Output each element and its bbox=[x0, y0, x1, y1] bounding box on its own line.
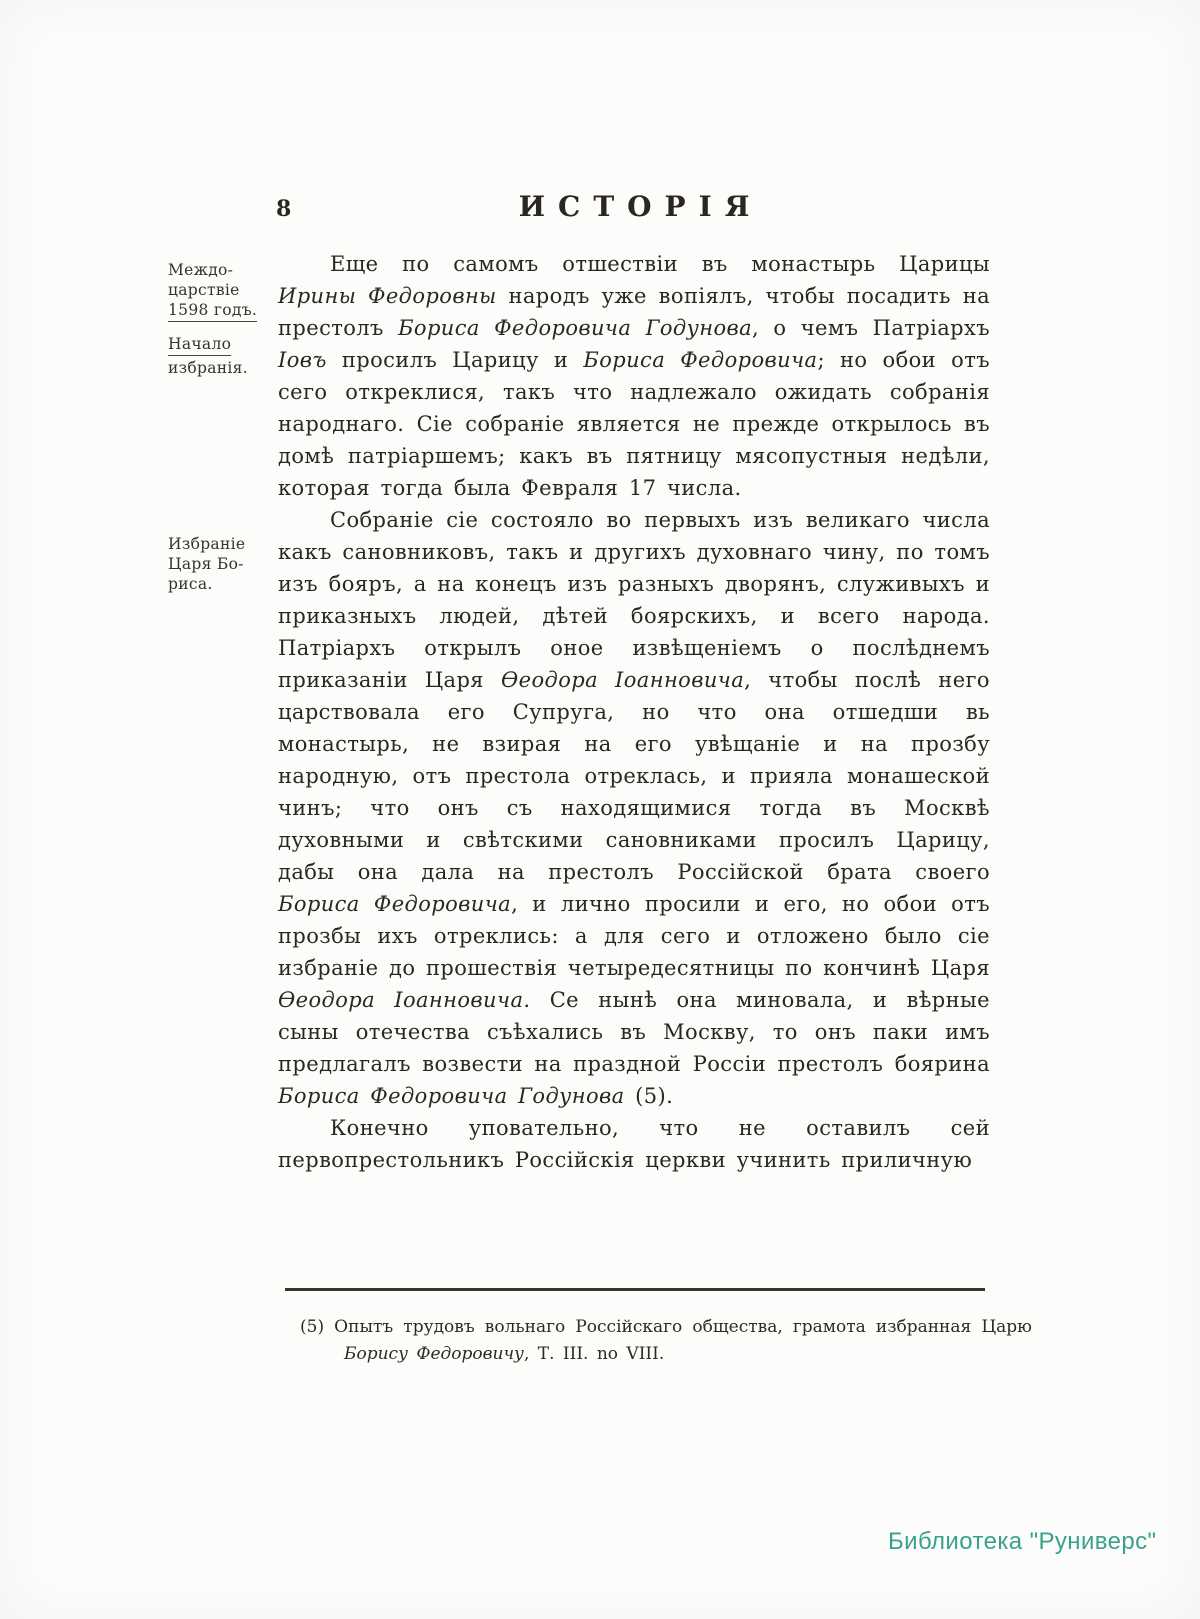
text-segment: , о чемъ Патріархъ bbox=[752, 316, 990, 340]
margin-note-line: избранія. bbox=[168, 359, 248, 377]
italic-text-segment: Борису Федоровичу bbox=[344, 1344, 524, 1364]
footnote bbox=[300, 1314, 1032, 1368]
italic-text-segment: Ѳеодора Іоанновича bbox=[501, 668, 745, 692]
margin-note-line: царствіе bbox=[168, 281, 240, 299]
italic-text-segment: Ѳеодора Іоанновича bbox=[278, 988, 524, 1012]
margin-note-line: Избраніе bbox=[168, 535, 246, 553]
paragraph bbox=[278, 1112, 990, 1176]
footnote-divider bbox=[285, 1288, 985, 1291]
text-segment: Еще по самомъ отшествіи въ монастырь Царицы bbox=[330, 252, 990, 276]
margin-note-line: риса. bbox=[168, 575, 213, 593]
margin-note-line: Междо- bbox=[168, 261, 234, 279]
body-text bbox=[278, 248, 990, 1176]
library-watermark: Библиотека "Руниверс" bbox=[888, 1528, 1157, 1555]
margin-note-line: 1598 годъ. bbox=[168, 300, 257, 322]
margin-note-boris-election bbox=[168, 534, 272, 594]
text-segment: (5) Опытъ трудовъ вольнаго Россійскаго общества, грамота избранная Царю bbox=[300, 1317, 1032, 1337]
margin-note-line: Царя Бо- bbox=[168, 555, 244, 573]
italic-text-segment: Іовъ bbox=[278, 348, 327, 372]
margin-note-line: Начало bbox=[168, 334, 231, 356]
italic-text-segment: Бориса Федоровича Годунова bbox=[278, 1084, 625, 1108]
text-segment: , чтобы послѣ него царствовала его Супруга, но что она отшедши вь монастырь, не взирая на его увѣщаніе и на прозбу народную, отъ престола отреклась, и прияла монашеской чинъ; что онъ съ находящимися тогда въ Москвѣ духовными и свѣтскими сановниками просилъ Царицу, дабы она дала на престолъ Россійской брата своего bbox=[278, 668, 990, 884]
italic-text-segment: Бориса Федоровича Годунова bbox=[398, 316, 753, 340]
italic-text-segment: Бориса Федоровича bbox=[278, 892, 512, 916]
text-segment: Собраніе сіе состояло во первыхъ изъ великаго числа какъ сановниковъ, такъ и другихъ духовнаго чину, по томъ изъ бояръ, а на конецъ изъ разныхъ дворянъ, служивыхъ и приказныхъ людей, дѣтей боярскихъ, и всего народа. Патріархъ открылъ оное извѣщеніемъ о послѣднемъ приказаніи Царя bbox=[278, 508, 990, 692]
italic-text-segment: Ирины Федоровны bbox=[278, 284, 497, 308]
paragraph bbox=[278, 248, 990, 504]
text-segment: просилъ Царицу и bbox=[326, 348, 584, 372]
text-segment: (5). bbox=[624, 1084, 674, 1108]
text-segment: Конечно уповательно, что не оставилъ сей первопрестольникъ Россійскія церкви учинить приличную bbox=[278, 1116, 990, 1172]
text-segment: . Се нынѣ она миновала, и вѣрные сыны отечества съѣхались въ Москву, то онъ паки имъ предлагалъ возвести на праздной Россіи престолъ боярина bbox=[278, 988, 990, 1076]
text-segment: ; но обои отъ сего откреклися, такъ что надлежало ожидать собранія народнаго. Сіе собраніе является не прежде открылось въ домѣ патріаршемъ; какъ въ пятницу мясопустныя недѣли, которая тогда была Февраля 17 числа. bbox=[278, 348, 990, 500]
text-segment: народъ уже вопіялъ, чтобы посадить на престолъ bbox=[278, 284, 991, 340]
page-title: ИСТОРІЯ bbox=[518, 190, 763, 223]
text-segment: , и лично просили и его, но обои отъ прозбы ихъ отреклись: а для сего и отложено было сіе избраніе до прошествія четыредесятницы по кончинѣ Царя bbox=[278, 892, 990, 980]
margin-note-election-start bbox=[168, 334, 272, 378]
italic-text-segment: Бориса Федоровича bbox=[583, 348, 818, 372]
text-segment: , Т. III. no VIII. bbox=[523, 1344, 665, 1364]
margin-note-interregnum bbox=[168, 260, 272, 324]
page-number: 8 bbox=[276, 196, 292, 222]
paragraph bbox=[278, 504, 990, 1112]
